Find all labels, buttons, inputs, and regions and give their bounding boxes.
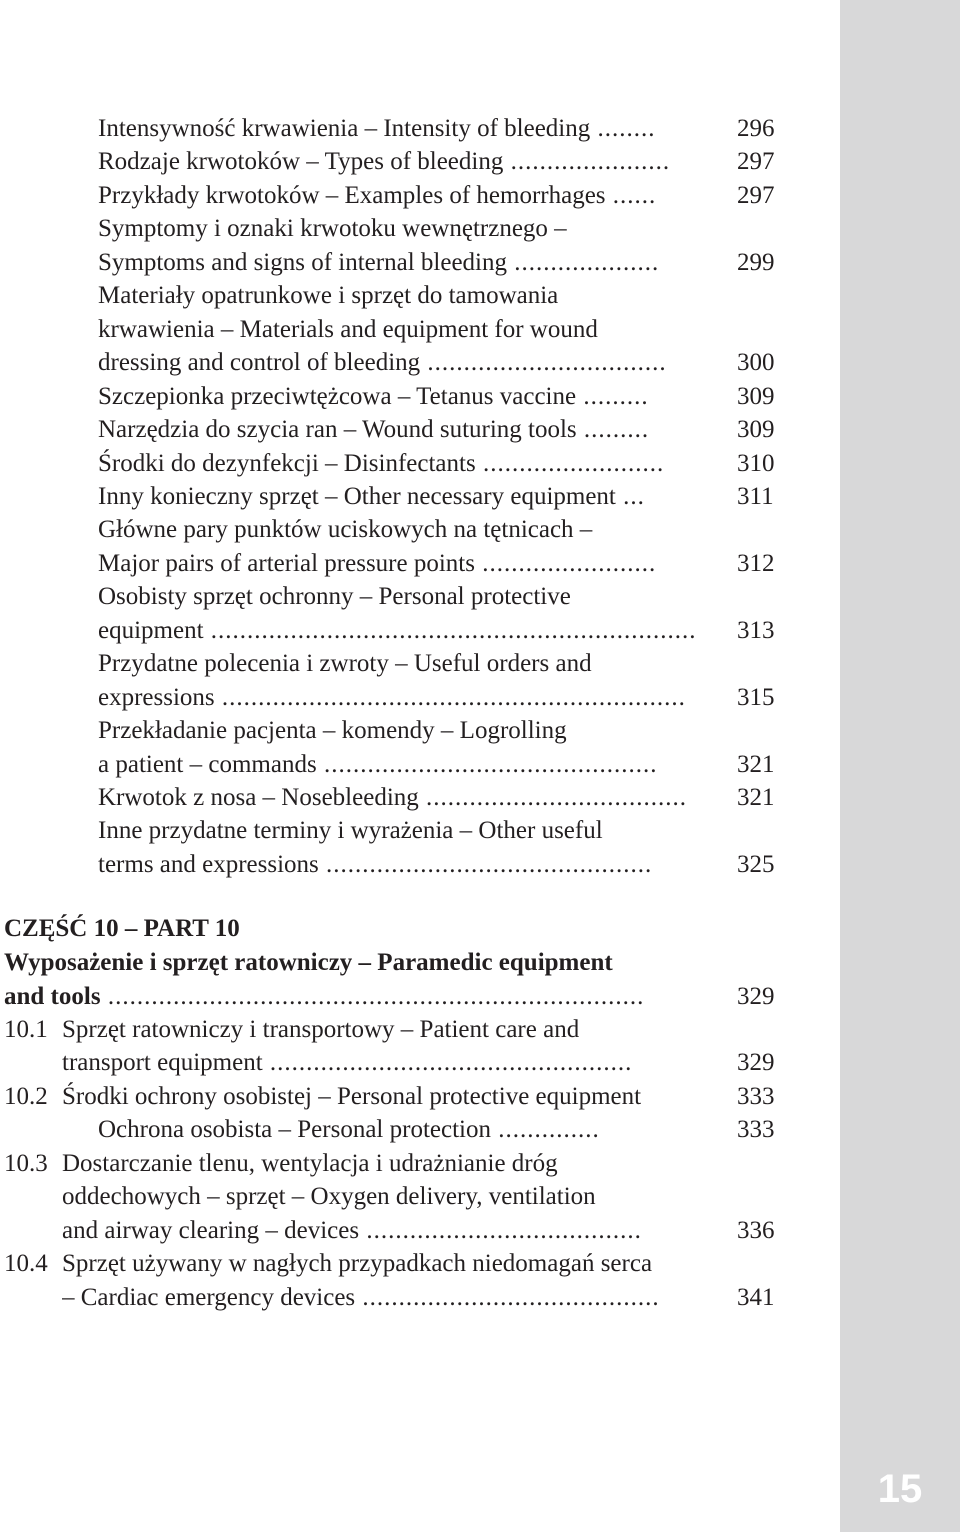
toc-page-number	[737, 513, 797, 547]
toc-page-number: 321	[737, 784, 775, 811]
toc-line	[62, 1180, 710, 1214]
toc-page-number: 329	[737, 1049, 775, 1076]
toc-entry-title: and airway clearing – devices	[62, 1217, 360, 1244]
toc-line	[62, 1080, 734, 1114]
toc-leader-dots: ..........................................................................	[100, 983, 645, 1010]
part-title: Wyposażenie i sprzęt ratowniczy – Paramedic equipment	[4, 949, 613, 976]
toc-entry-title: a patient – commands	[98, 751, 317, 778]
toc-line	[62, 1214, 710, 1248]
toc-page-number	[737, 1247, 797, 1281]
toc-entry-title: Krwotok z nosa – Nosebleeding	[98, 784, 419, 811]
toc-line	[98, 547, 710, 581]
toc-leader-dots: .................................	[420, 349, 667, 376]
toc-line	[98, 246, 710, 280]
toc-page-number	[737, 279, 797, 313]
toc-line	[98, 313, 710, 347]
toc-entry-title: Dostarczanie tlenu, wentylacja i udrażnianie dróg	[62, 1150, 558, 1177]
toc-page-number	[737, 1180, 797, 1214]
toc-leader-dots: ........................	[474, 550, 657, 577]
toc-entry-title: Symptoms and signs of internal bleeding	[98, 249, 507, 276]
toc-page-number: 336	[737, 1217, 775, 1244]
toc-leader-dots: .........	[576, 383, 649, 410]
toc-leader-dots: ....................................	[418, 784, 688, 811]
toc-entry-title: Szczepionka przeciwtężcowa – Tetanus vaccine	[98, 383, 577, 410]
toc-leader-dots: .............................................	[318, 851, 653, 878]
toc-page-number: 325	[737, 851, 775, 878]
toc-line	[62, 1281, 710, 1315]
toc-entry-title: Ochrona osobista – Personal protection	[98, 1116, 491, 1143]
toc-page-number: 310	[737, 450, 775, 477]
toc-page-number: 341	[737, 1284, 775, 1311]
toc-line	[98, 480, 710, 514]
toc-line	[98, 145, 710, 179]
part-heading: CZĘŚĆ 10 – PART 10	[4, 915, 240, 942]
toc-entry-title: Intensywność krwawienia – Intensity of bleeding	[98, 115, 591, 142]
toc-line	[98, 513, 710, 547]
toc-page-number	[737, 647, 797, 681]
toc-leader-dots: ..............	[490, 1116, 600, 1143]
toc-page-number: 297	[737, 148, 775, 175]
section-number: 10.1	[4, 1016, 48, 1043]
toc-entry-title: krwawienia – Materials and equipment for wound	[98, 316, 598, 343]
toc-entry-title: expressions	[98, 684, 215, 711]
toc-page-number	[737, 580, 797, 614]
toc-leader-dots: .........................................	[355, 1284, 660, 1311]
toc-page-number: 329	[737, 983, 775, 1010]
toc-leader-dots: ......................................	[359, 1217, 642, 1244]
toc-entry-title: Sprzęt ratowniczy i transportowy – Patient care and	[62, 1016, 580, 1043]
toc-line	[98, 781, 710, 815]
toc-leader-dots: .........................	[475, 450, 665, 477]
toc-page-number: 297	[737, 182, 775, 209]
toc-line	[98, 580, 710, 614]
toc-leader-dots: .........	[576, 416, 650, 443]
toc-page-number	[737, 814, 797, 848]
toc-leader-dots: ........	[590, 115, 656, 142]
toc-line	[62, 1147, 710, 1181]
toc-leader-dots: ....................	[506, 249, 660, 276]
toc-line	[98, 179, 710, 213]
toc-line	[98, 714, 710, 748]
toc-line	[98, 748, 710, 782]
toc-line	[98, 848, 710, 882]
toc-page-number: 309	[737, 416, 775, 443]
toc-entry-title: Materiały opatrunkowe i sprzęt do tamowania	[98, 282, 559, 309]
toc-page-number: 313	[737, 617, 775, 644]
section-number: 10.2	[4, 1083, 48, 1110]
toc-leader-dots: ......................	[503, 148, 671, 175]
page-number: 15	[877, 1467, 923, 1511]
section-number: 10.4	[4, 1250, 48, 1277]
toc-page-number: 300	[737, 349, 775, 376]
toc-page-number: 296	[737, 115, 775, 142]
toc-line	[98, 112, 710, 146]
toc-line	[62, 1247, 710, 1281]
toc-entry-title: Przekładanie pacjenta – komendy – Logrolling	[98, 717, 567, 744]
toc-line	[98, 681, 710, 715]
section-number: 10.3	[4, 1150, 48, 1177]
toc-entry-title: Osobisty sprzęt ochronny – Personal protective	[98, 583, 571, 610]
toc-page-number	[737, 313, 797, 347]
toc-entry-title: Przykłady krwotoków – Examples of hemorrhages	[98, 182, 606, 209]
toc-entry-title: dressing and control of bleeding	[98, 349, 421, 376]
toc-entry-title: Przydatne polecenia i zwroty – Useful orders and	[98, 650, 592, 677]
toc-line	[98, 447, 710, 481]
toc-leader-dots: ...................................................................	[203, 617, 697, 644]
toc-page-number	[737, 212, 797, 246]
toc-page-number	[737, 1013, 797, 1047]
toc-leader-dots: ......	[605, 182, 657, 209]
toc-line	[62, 1013, 710, 1047]
toc-line	[98, 279, 710, 313]
toc-page-number: 311	[737, 483, 774, 510]
toc-page-number: 333	[737, 1083, 775, 1110]
toc-entry-title: oddechowych – sprzęt – Oxygen delivery, ventilation	[62, 1183, 596, 1210]
toc-entry-title: Inne przydatne terminy i wyrażenia – Other useful	[98, 817, 603, 844]
part-title-line	[4, 980, 710, 1014]
page-sidebar-band	[840, 0, 960, 1532]
toc-line	[62, 1046, 710, 1080]
part-title-end: and tools	[4, 983, 101, 1010]
toc-entry-title: Inny konieczny sprzęt – Other necessary equipment	[98, 483, 616, 510]
toc-line	[98, 1113, 710, 1147]
toc-page-number: 333	[737, 1116, 775, 1143]
toc-entry-title: Major pairs of arterial pressure points	[98, 550, 475, 577]
toc-entry-title: Rodzaje krwotoków – Types of bleeding	[98, 148, 504, 175]
toc-entry-title: transport equipment	[62, 1049, 263, 1076]
toc-entry-title: Narzędzia do szycia ran – Wound suturing tools	[98, 416, 577, 443]
toc-line	[98, 814, 710, 848]
toc-page-number: 299	[737, 249, 775, 276]
toc-page-number: 315	[737, 684, 775, 711]
toc-entry-title: Sprzęt używany w nagłych przypadkach niedomagań serca	[62, 1250, 653, 1277]
toc-entry-title: equipment	[98, 617, 204, 644]
toc-entry-title: terms and expressions	[98, 851, 319, 878]
toc-line	[98, 614, 710, 648]
toc-leader-dots: ..............................................	[316, 751, 658, 778]
toc-line	[98, 346, 710, 380]
toc-leader-dots: ................................................................	[214, 684, 686, 711]
toc-line	[98, 413, 710, 447]
toc-page-number: 309	[737, 383, 775, 410]
toc-line	[98, 380, 710, 414]
toc-leader-dots: ...	[615, 483, 645, 510]
toc-line	[98, 647, 710, 681]
toc-entry-title: Środki do dezynfekcji – Disinfectants	[98, 450, 476, 477]
toc-leader-dots: ..................................................	[262, 1049, 633, 1076]
toc-page-number	[737, 714, 797, 748]
toc-page-number	[737, 1147, 797, 1181]
toc-entry-title: – Cardiac emergency devices	[62, 1284, 356, 1311]
toc-page-number: 312	[737, 550, 775, 577]
toc-entry-title: Środki ochrony osobistej – Personal protective equipment	[62, 1083, 642, 1110]
toc-page-number: 321	[737, 751, 775, 778]
toc-line	[98, 212, 710, 246]
toc-entry-title: Główne pary punktów uciskowych na tętnicach –	[98, 516, 593, 543]
toc-entry-title: Symptomy i oznaki krwotoku wewnętrznego –	[98, 215, 567, 242]
